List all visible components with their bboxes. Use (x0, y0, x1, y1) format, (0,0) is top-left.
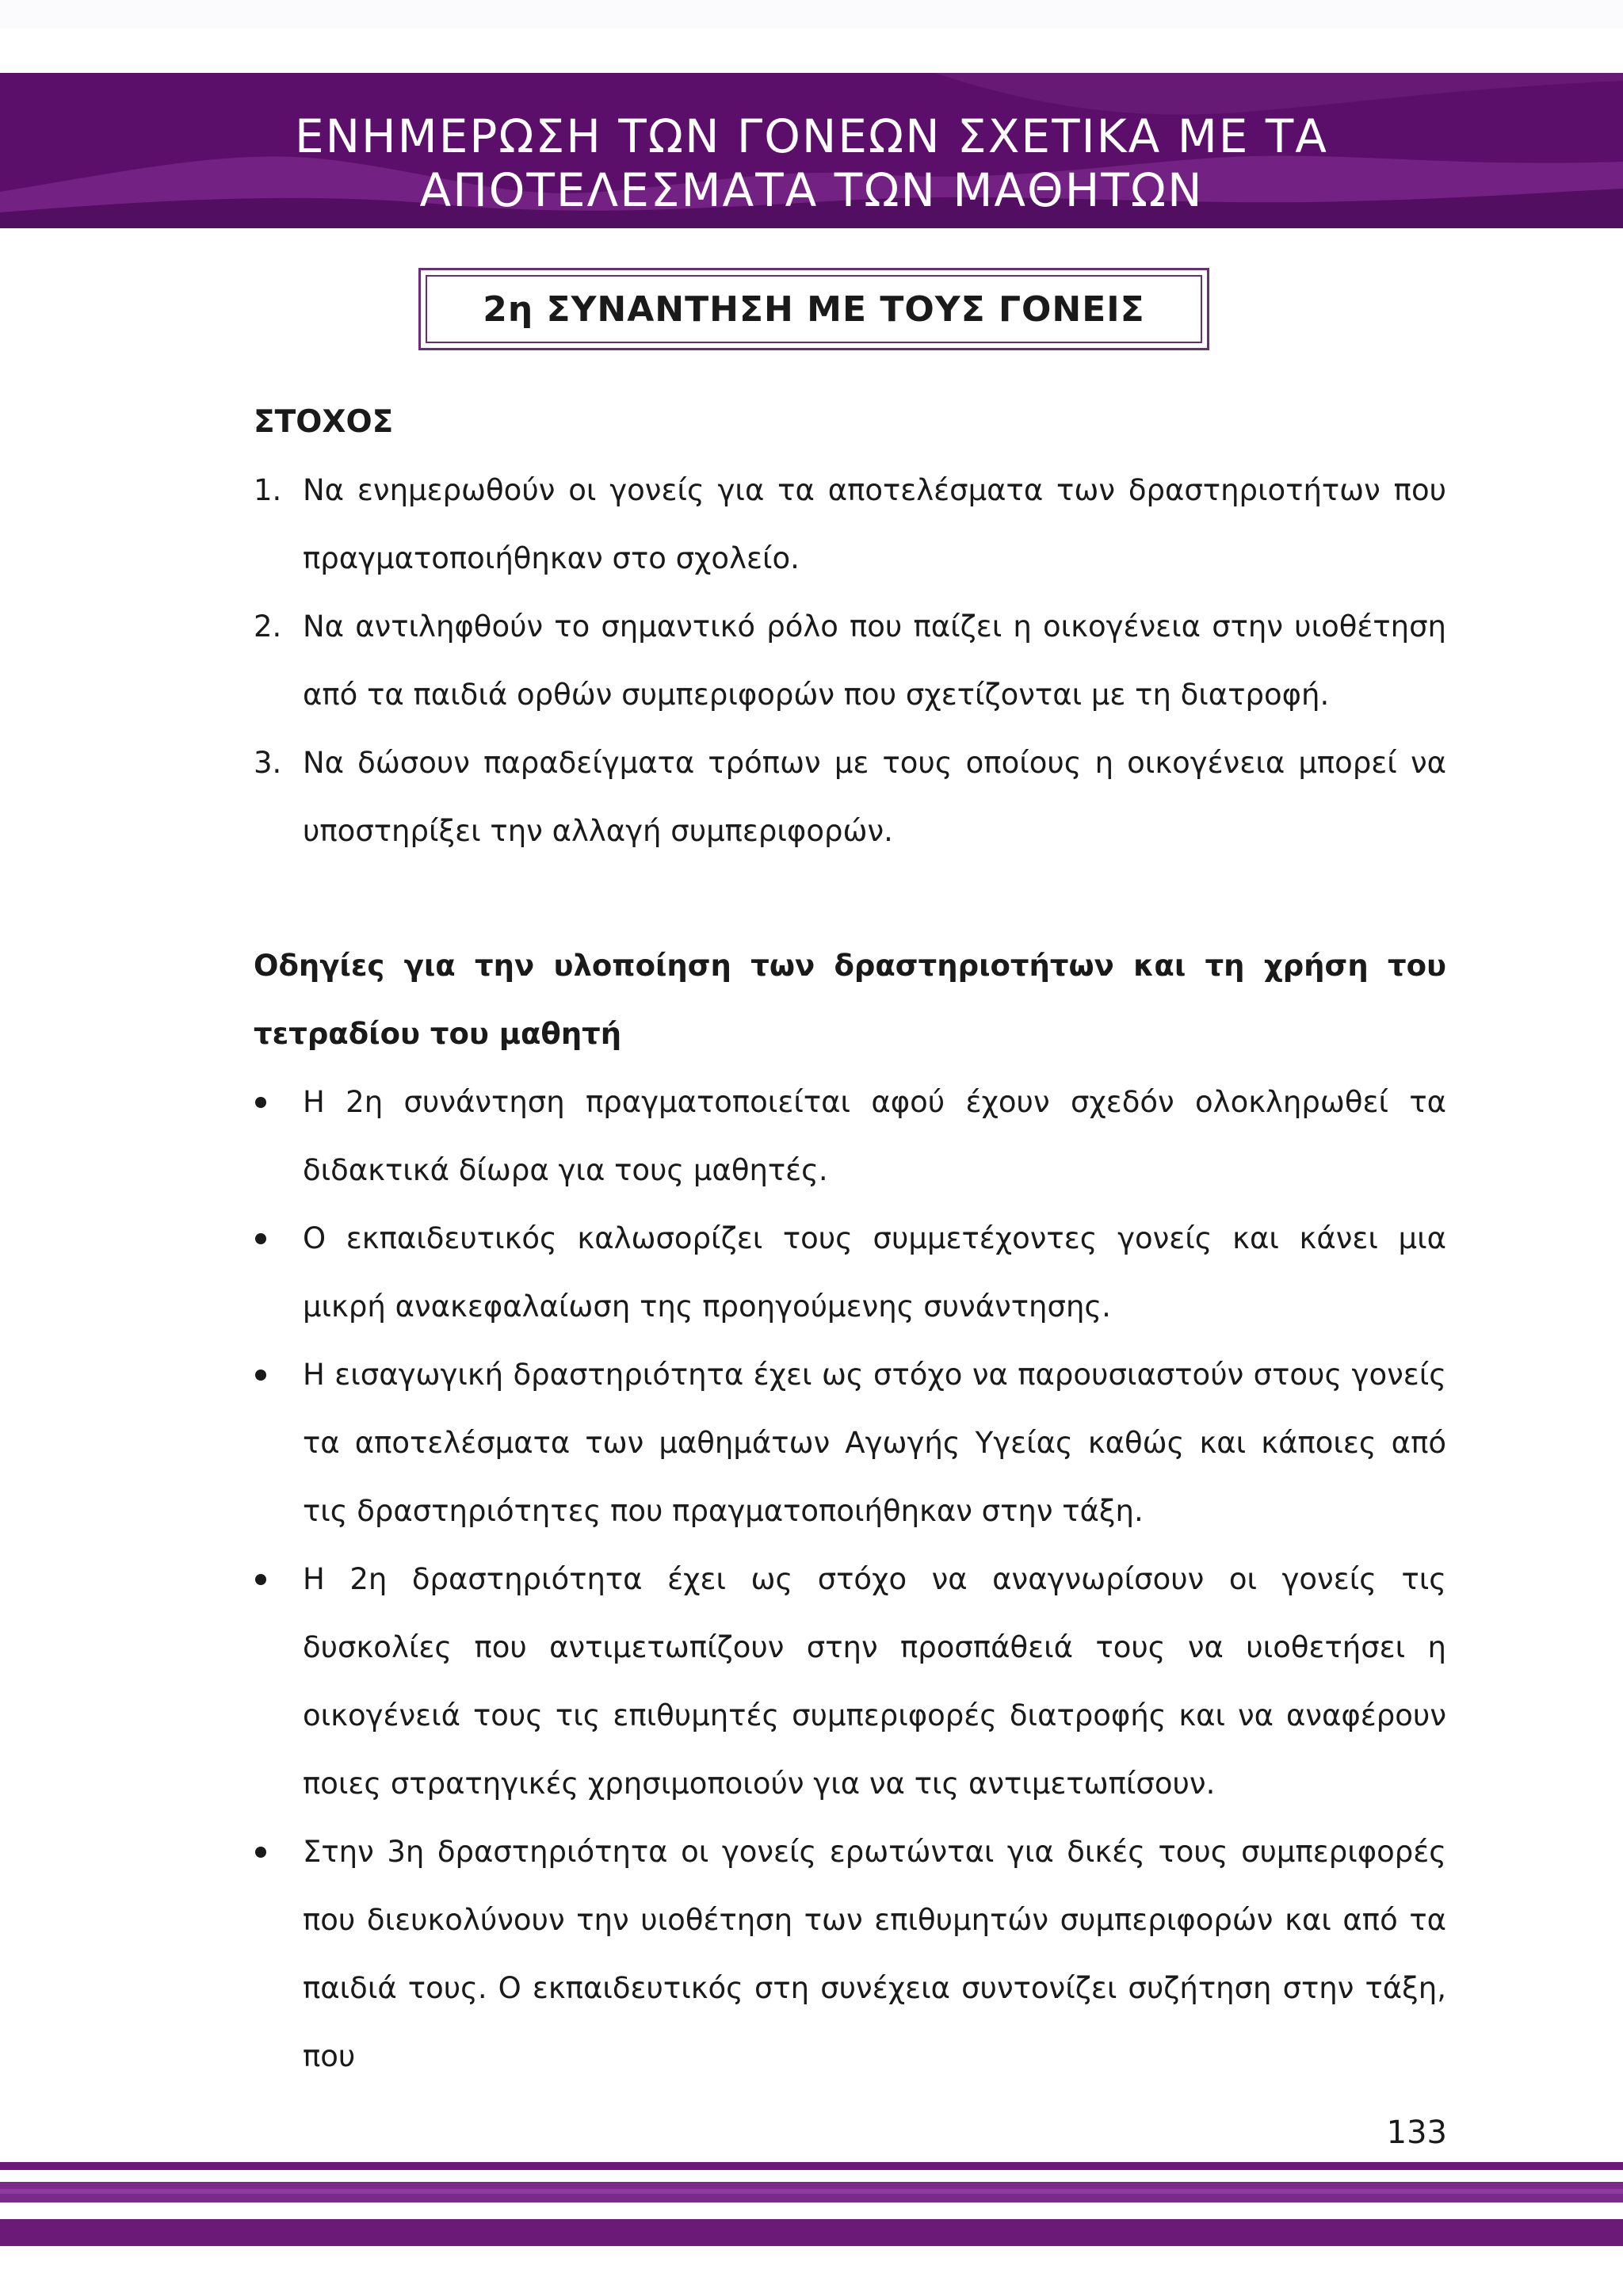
footer-divider-top (0, 2162, 1623, 2170)
instruction-text: Στην 3η δραστηριότητα οι γονείς ερωτώνται για δικές τους συμπεριφορές που διευκολύνουν την υιοθέτηση των επιθυμητών συμπεριφορών και από τα παιδιά τους. Ο εκπαιδευτικός στη συνέχεια συντονίζει συζήτηση στην τάξη, που (303, 1835, 1446, 2073)
page-top-strip (0, 0, 1623, 29)
instruction-text: Η 2η δραστηριότητα έχει ως στόχο να αναγνωρίσουν οι γονείς τις δυσκολίες που αντιμετωπίζουν στην προσπάθειά τους να υιοθετήσει η οικογένειά τους τις επιθυμητές συμπεριφορές διατροφής και να αναφέρουν ποιες στρατηγικές χρησιμοποιούν για να τις αντιμετωπίσουν. (303, 1562, 1446, 1801)
bullet-icon (255, 1097, 266, 1108)
footer-divider-bottom (0, 2219, 1623, 2246)
instruction-item (254, 1545, 1446, 1818)
goal-item (254, 457, 1446, 593)
goal-text: Να δώσουν παραδείγματα τρόπων με τους οποίους η οικογένεια μπορεί να υποστηρίξει την αλλαγή συμπεριφορών. (303, 746, 1446, 848)
header-title-line-2: ΑΠΟΤΕΛΕΣΜΑΤΑ ΤΩΝ ΜΑΘΗΤΩΝ (419, 163, 1204, 217)
instruction-item (254, 1068, 1446, 1205)
bullet-icon (255, 1574, 266, 1585)
page-header-title (0, 109, 1623, 217)
bullet-icon (255, 1370, 266, 1381)
goal-text: Να αντιληφθούν το σημαντικό ρόλο που παίζει η οικογένεια στην υιοθέτηση από τα παιδιά ορθών συμπεριφορών που σχετίζονται με τη διατροφή. (303, 609, 1446, 712)
footer-band-graphic (0, 2182, 1623, 2202)
goal-number: 2. (254, 609, 282, 644)
header-title-line-1: ΕΝΗΜΕΡΩΣΗ ΤΩΝ ΓΟΝΕΩΝ ΣΧΕΤΙΚΑ ΜΕ ΤΑ (295, 109, 1328, 163)
page-number: 133 (1386, 2115, 1447, 2151)
instruction-item (254, 1818, 1446, 2091)
goal-item (254, 593, 1446, 729)
bullet-icon (255, 1847, 266, 1858)
header-banner (0, 73, 1623, 231)
goal-item (254, 729, 1446, 865)
goal-number: 1. (254, 473, 282, 507)
instruction-item (254, 1205, 1446, 1341)
goals-heading: ΣΤΟΧΟΣ (254, 404, 394, 440)
instruction-item (254, 1341, 1446, 1545)
instruction-text: Ο εκπαιδευτικός καλωσορίζει τους συμμετέχοντες γονείς και κάνει μια μικρή ανακεφαλαίωση της προηγούμενης συνάντησης. (303, 1221, 1446, 1324)
goal-text: Να ενημερωθούν οι γονείς για τα αποτελέσματα των δραστηριοτήτων που πραγματοποιήθηκαν στο σχολείο. (303, 473, 1446, 575)
meeting-title-box (418, 268, 1209, 350)
instructions-list (254, 1068, 1446, 2091)
goal-number: 3. (254, 746, 282, 780)
meeting-title: 2η ΣΥΝΑΝΤΗΣΗ ΜΕ ΤΟΥΣ ΓΟΝΕΙΣ (426, 275, 1202, 343)
main-content (254, 388, 1446, 2091)
instructions-heading: Οδηγίες για την υλοποίηση των δραστηριοτήτων και τη χρήση του τετραδίου του μαθητή (254, 949, 1446, 1051)
bullet-icon (255, 1233, 266, 1244)
goals-list (254, 457, 1446, 865)
instruction-text: Η 2η συνάντηση πραγματοποιείται αφού έχουν σχεδόν ολοκληρωθεί τα διδακτικά δίωρα για τους μαθητές. (303, 1085, 1446, 1187)
instruction-text: Η εισαγωγική δραστηριότητα έχει ως στόχο να παρουσιαστούν στους γονείς τα αποτελέσματα των μαθημάτων Αγωγής Υγείας καθώς και κάποιες από τις δραστηριότητες που πραγματοποιήθηκαν στην τάξη. (303, 1358, 1446, 1528)
footer-divider-middle (0, 2182, 1623, 2202)
